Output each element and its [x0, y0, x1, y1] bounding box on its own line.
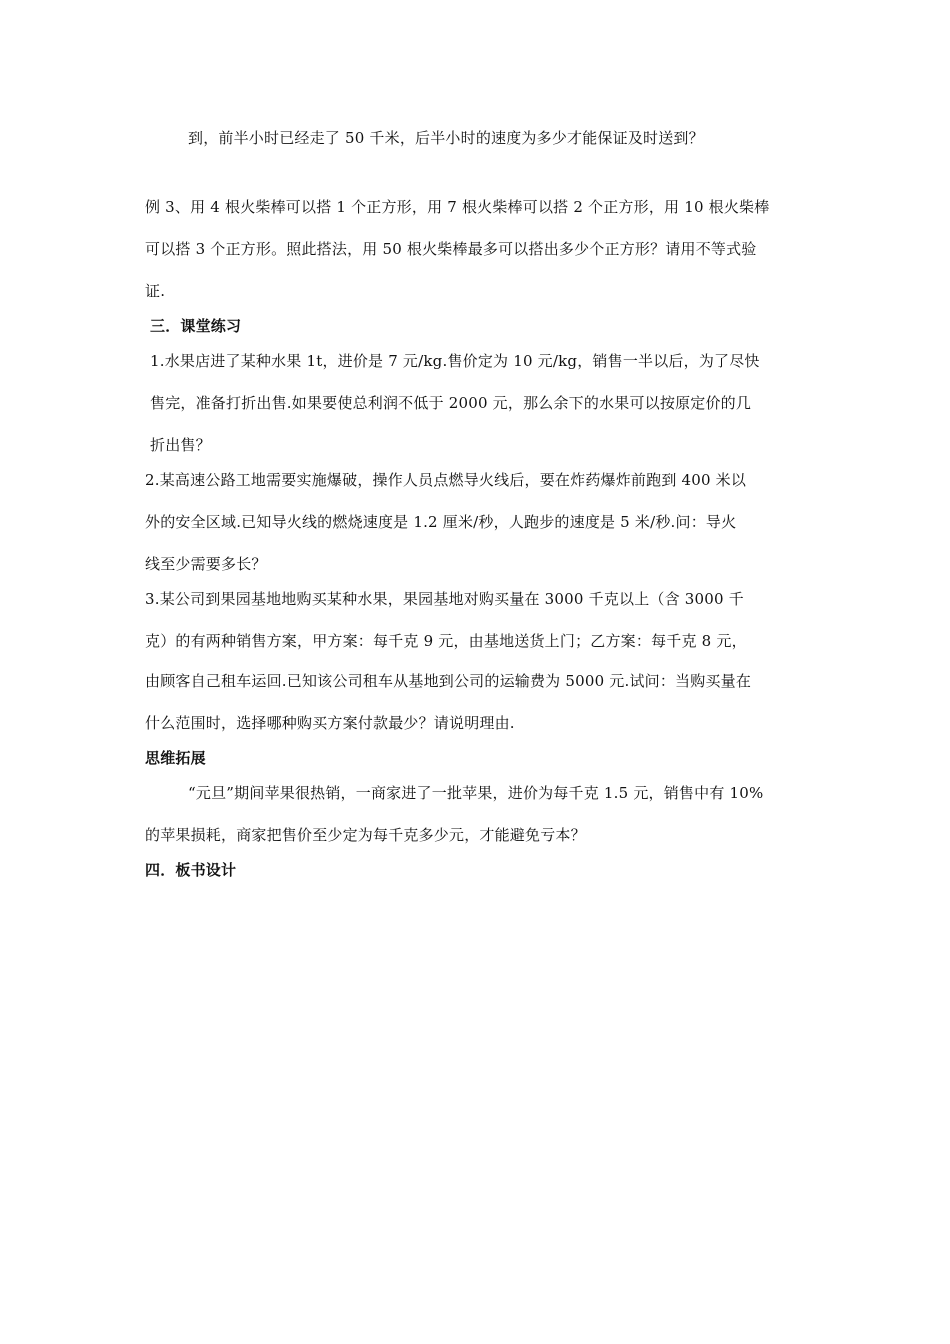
exercise-1-line-1: 1.水果店进了某种水果 1t，进价是 7 元/kg.售价定为 10 元/kg，销售一半以后，为了尽快 — [150, 352, 760, 370]
example-3-line-1: 例 3、用 4 根火柴棒可以搭 1 个正方形，用 7 根火柴棒可以搭 2 个正方形，用 10 根火柴棒 — [145, 198, 770, 216]
exercise-3-line-4: 什么范围时，选择哪种购买方案付款最少？请说明理由. — [145, 714, 515, 732]
exercise-3-line-3: 由顾客自己租车运回.已知该公司租车从基地到公司的运输费为 5000 元.试问：当购买量在 — [145, 672, 752, 690]
thinking-line-2: 的苹果损耗，商家把售价至少定为每千克多少元，才能避免亏本？ — [145, 826, 586, 844]
exercise-1-line-2: 售完，准备打折出售.如果要使总利润不低于 2000 元，那么余下的水果可以按原定价的几 — [150, 394, 752, 412]
example-3-line-3: 证. — [145, 282, 166, 300]
problem-continuation: 到，前半小时已经走了 50 千米，后半小时的速度为多少才能保证及时送到？ — [188, 129, 704, 147]
example-3-line-2: 可以搭 3 个正方形。照此搭法，用 50 根火柴棒最多可以搭出多少个正方形？请用不等式验 — [145, 240, 757, 258]
thinking-line-1: “元旦”期间苹果很热销，一商家进了一批苹果，进价为每千克 1.5 元，销售中有 10% — [188, 784, 764, 802]
exercise-3-line-2: 克）的有两种销售方案，甲方案：每千克 9 元，由基地送货上门；乙方案：每千克 8 元， — [145, 632, 747, 650]
section-4-heading: 四．板书设计 — [145, 861, 237, 879]
section-3-heading: 三．课堂练习 — [150, 317, 242, 335]
thinking-heading: 思维拓展 — [145, 749, 206, 767]
exercise-2-line-2: 外的安全区域.已知导火线的燃烧速度是 1.2 厘米/秒，人跑步的速度是 5 米/秒.问：导火 — [145, 513, 737, 531]
exercise-3-line-1: 3.某公司到果园基地地购买某种水果，果园基地对购买量在 3000 千克以上（含 3000 千 — [145, 590, 744, 608]
exercise-1-line-3: 折出售？ — [150, 436, 211, 454]
exercise-2-line-1: 2.某高速公路工地需要实施爆破，操作人员点燃导火线后，要在炸药爆炸前跑到 400 米以 — [145, 471, 747, 489]
exercise-2-line-3: 线至少需要多长？ — [145, 555, 267, 573]
